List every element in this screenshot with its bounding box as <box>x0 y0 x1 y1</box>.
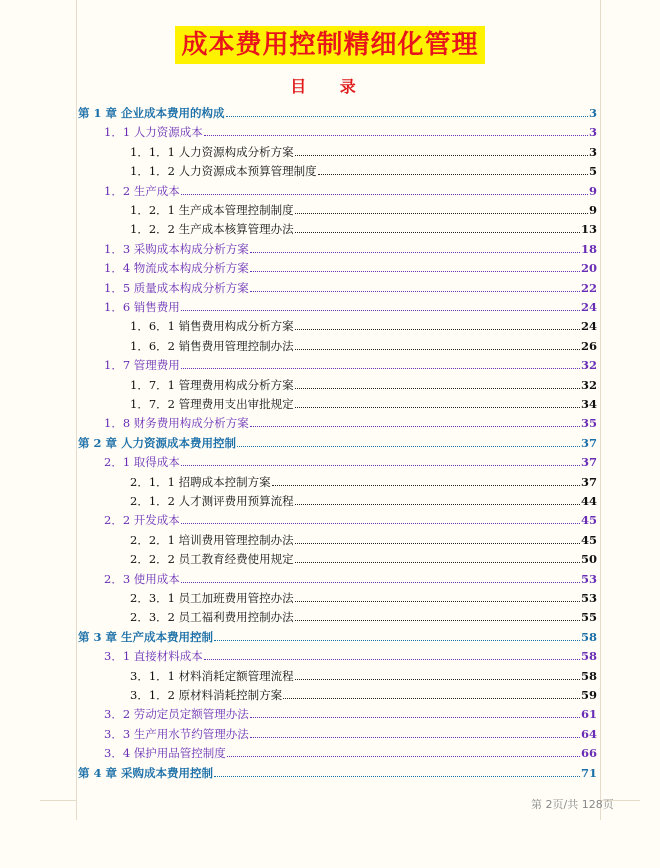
toc-entry-label: 2．3 使用成本 <box>104 571 180 586</box>
toc-entry-page-number: 66 <box>580 746 597 761</box>
toc-leader-dots <box>295 388 580 389</box>
toc-entry[interactable] <box>104 643 597 663</box>
toc-entry-page-number: 3 <box>588 125 597 140</box>
toc-entry-label: 2．1．1 招聘成本控制方案 <box>130 474 271 489</box>
toc-leader-dots <box>295 213 588 214</box>
toc-entry-label: 第 3 章 生产成本费用控制 <box>78 629 214 644</box>
toc-leader-dots <box>295 155 588 156</box>
toc-entry[interactable] <box>78 100 597 120</box>
toc-entry[interactable] <box>130 372 597 392</box>
toc-entry[interactable] <box>78 624 597 644</box>
toc-entry-label: 3．1．1 材料消耗定额管理流程 <box>130 668 294 683</box>
toc-leader-dots <box>295 407 580 408</box>
toc-leader-dots <box>181 368 580 369</box>
toc-entry-page-number: 9 <box>588 183 597 198</box>
toc-entry[interactable] <box>130 333 597 353</box>
toc-entry-page-number: 37 <box>580 474 597 489</box>
toc-leader-dots <box>214 776 580 777</box>
toc-entry[interactable] <box>104 255 597 275</box>
toc-leader-dots <box>181 582 580 583</box>
toc-entry-label: 1．1 人力资源成本 <box>104 125 203 140</box>
toc-leader-dots <box>181 465 580 466</box>
toc-entry-page-number: 22 <box>580 280 597 295</box>
toc-entry-page-number: 32 <box>580 377 597 392</box>
toc-entry-page-number: 37 <box>580 435 597 450</box>
toc-entry[interactable] <box>104 701 597 721</box>
toc-entry[interactable] <box>78 430 597 450</box>
toc-leader-dots <box>204 659 580 660</box>
toc-entry[interactable] <box>78 760 597 780</box>
toc-entry-page-number: 45 <box>580 532 597 547</box>
document-title: 成本费用控制精细化管理 <box>175 26 484 64</box>
toc-entry[interactable] <box>104 178 597 198</box>
title-container <box>0 26 660 64</box>
toc-entry-page-number: 20 <box>580 261 597 276</box>
toc-entry-page-number: 44 <box>580 494 597 508</box>
toc-entry-label: 1．6 销售费用 <box>104 300 180 314</box>
toc-entry-label: 1．2．1 生产成本管理控制制度 <box>130 203 294 217</box>
toc-entry-page-number: 35 <box>580 416 597 431</box>
toc-entry-page-number: 58 <box>580 649 597 664</box>
toc-entry[interactable] <box>130 488 597 508</box>
toc-entry-label: 3．4 保护用品管控制度 <box>104 746 226 761</box>
toc-entry-label: 第 4 章 采购成本费用控制 <box>78 765 214 780</box>
toc-entry[interactable] <box>104 721 597 741</box>
toc-entry-label: 2．2 开发成本 <box>104 513 180 528</box>
toc-leader-dots <box>295 329 580 330</box>
toc-entry-page-number: 50 <box>580 552 597 567</box>
toc-entry[interactable] <box>104 449 597 469</box>
toc-entry-page-number: 5 <box>588 164 597 179</box>
toc-entry[interactable] <box>130 663 597 683</box>
toc-entry-label: 第 1 章 企业成本费用的构成 <box>78 106 225 120</box>
toc-entry[interactable] <box>104 566 597 586</box>
toc-entry-label: 1．6．1 销售费用构成分析方案 <box>130 319 294 334</box>
toc-leader-dots <box>250 737 580 738</box>
toc-entry-page-number: 45 <box>580 513 597 528</box>
toc-entry-page-number: 53 <box>580 571 597 586</box>
toc-entry[interactable] <box>130 546 597 566</box>
page-footer: 第 2页/共 128页 <box>531 798 614 811</box>
toc-leader-dots <box>250 426 580 427</box>
toc-entry-label: 1．6．2 销售费用管理控制办法 <box>130 338 294 353</box>
toc-entry-label: 2．1 取得成本 <box>104 455 180 470</box>
toc-entry[interactable] <box>130 391 597 411</box>
toc-leader-dots <box>250 291 580 292</box>
toc-leader-dots <box>295 504 580 505</box>
toc-leader-dots <box>181 523 580 524</box>
toc-entry[interactable] <box>104 119 597 139</box>
toc-entry[interactable] <box>130 682 597 702</box>
toc-entry-label: 1．2 生产成本 <box>104 183 180 198</box>
toc-entry-page-number: 9 <box>588 203 597 217</box>
toc-entry[interactable] <box>130 604 597 624</box>
toc-entry-page-number: 3 <box>588 144 597 159</box>
toc-leader-dots <box>272 485 580 486</box>
toc-entry-label: 1．1．1 人力资源构成分析方案 <box>130 144 294 159</box>
toc-entry[interactable] <box>130 197 597 217</box>
toc-entry-label: 2．3．2 员工福利费用控制办法 <box>130 610 294 625</box>
toc-entry[interactable] <box>104 507 597 527</box>
toc-entry-label: 1．7 管理费用 <box>104 358 180 373</box>
toc-entry[interactable] <box>104 275 597 295</box>
toc-entry-label: 1．2．2 生产成本核算管理办法 <box>130 222 294 237</box>
toc-entry-label: 1．7．2 管理费用支出审批规定 <box>130 397 294 411</box>
toc-leader-dots <box>250 271 580 272</box>
toc-heading: 目 录 <box>290 77 370 96</box>
toc-entry[interactable] <box>130 313 597 333</box>
toc-entry-page-number: 18 <box>580 241 597 256</box>
toc-entry-page-number: 32 <box>580 358 597 373</box>
toc-entry[interactable] <box>130 469 597 489</box>
toc-entry-page-number: 24 <box>580 300 597 314</box>
toc-leader-dots <box>250 717 580 718</box>
toc-entry-label: 第 2 章 人力资源成本费用控制 <box>78 435 237 450</box>
toc-leader-dots <box>227 756 580 757</box>
toc-entry[interactable] <box>130 158 597 178</box>
toc-entry-page-number: 64 <box>580 726 597 741</box>
toc-entry-page-number: 3 <box>588 106 597 120</box>
toc-entry[interactable] <box>104 410 597 430</box>
toc-leader-dots <box>295 620 580 621</box>
toc-entry-page-number: 53 <box>580 591 597 605</box>
toc-entry[interactable] <box>130 139 597 159</box>
toc-entry-label: 3．1．2 原材料消耗控制方案 <box>130 688 283 702</box>
toc-entry-page-number: 59 <box>580 688 597 702</box>
toc-leader-dots <box>237 446 580 447</box>
toc-leader-dots <box>214 640 580 641</box>
toc-entry-label: 2．3．1 员工加班费用管控办法 <box>130 591 294 605</box>
toc-entry-label: 1．1．2 人力资源成本预算管理制度 <box>130 164 317 179</box>
toc-leader-dots <box>181 194 588 195</box>
toc-entry-page-number: 55 <box>580 610 597 625</box>
toc-leader-dots <box>181 310 580 311</box>
toc-entry-label: 1．8 财务费用构成分析方案 <box>104 416 249 431</box>
toc-entry-page-number: 26 <box>580 338 597 353</box>
toc-leader-dots <box>318 174 588 175</box>
toc-entry-label: 3．3 生产用水节约管理办法 <box>104 726 249 741</box>
toc-entry[interactable] <box>104 236 597 256</box>
toc-entry-label: 2．2．2 员工教育经费使用规定 <box>130 552 294 567</box>
toc-entry[interactable] <box>130 216 597 236</box>
toc-entry[interactable] <box>104 294 597 314</box>
toc-entry-label: 2．1．2 人才测评费用预算流程 <box>130 494 294 508</box>
toc-entry-label: 1．4 物流成本构成分析方案 <box>104 261 249 276</box>
toc-leader-dots <box>295 543 580 544</box>
toc-leader-dots <box>295 562 580 563</box>
bottom-left-corner-guide <box>40 800 77 801</box>
toc-entry[interactable] <box>130 527 597 547</box>
toc-entry[interactable] <box>130 585 597 605</box>
right-margin-guide <box>600 0 601 820</box>
toc-entry-page-number: 24 <box>580 319 597 334</box>
toc-leader-dots <box>226 116 588 117</box>
toc-leader-dots <box>295 679 580 680</box>
toc-entry-label: 3．1 直接材料成本 <box>104 649 203 664</box>
toc-entry-page-number: 61 <box>580 707 597 722</box>
toc-entry-page-number: 58 <box>580 668 597 683</box>
toc-leader-dots <box>250 252 580 253</box>
toc-entry-label: 2．2．1 培训费用管理控制办法 <box>130 532 294 547</box>
toc-entry-page-number: 58 <box>580 629 597 644</box>
left-margin-guide <box>76 0 77 820</box>
toc-entry-page-number: 71 <box>580 765 597 780</box>
toc-entry[interactable] <box>104 352 597 372</box>
toc-leader-dots <box>295 349 580 350</box>
toc-entry-page-number: 13 <box>580 222 597 237</box>
toc-entry-label: 1．5 质量成本构成分析方案 <box>104 280 249 295</box>
toc-leader-dots <box>295 232 580 233</box>
toc-entry[interactable] <box>104 740 597 760</box>
toc-leader-dots <box>283 698 580 699</box>
toc-leader-dots <box>204 135 588 136</box>
toc-entry-label: 3．2 劳动定员定额管理办法 <box>104 707 249 722</box>
toc-entry-page-number: 34 <box>580 397 597 411</box>
toc-entry-label: 1．3 采购成本构成分析方案 <box>104 241 249 256</box>
toc-leader-dots <box>295 601 580 602</box>
toc-entry-label: 1．7．1 管理费用构成分析方案 <box>130 377 294 392</box>
toc-entry-page-number: 37 <box>580 455 597 470</box>
